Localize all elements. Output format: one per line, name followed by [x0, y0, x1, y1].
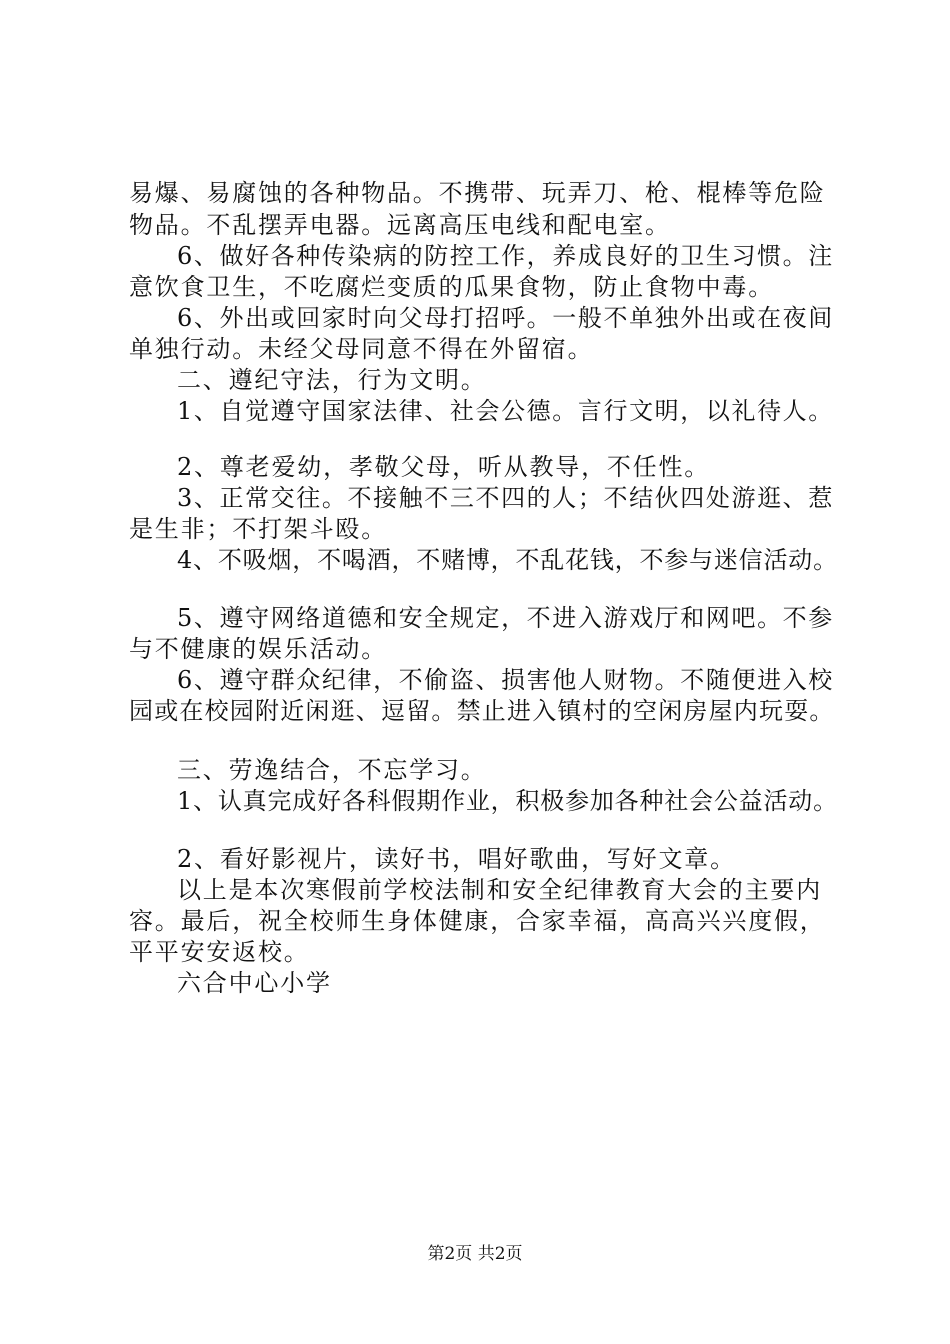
text-line: 易爆、易腐蚀的各种物品。不携带、玩弄刀、枪、棍棒等危险 — [129, 179, 826, 207]
page-number-footer: 第2页 共2页 — [427, 1244, 523, 1264]
text-line: 2、看好影视片，读好书，唱好歌曲，写好文章。 — [177, 845, 736, 873]
section-heading: 三、劳逸结合，不忘学习。 — [177, 756, 487, 784]
text-line: 5、遵守网络道德和安全规定，不进入游戏厅和网吧。不参 — [177, 604, 834, 632]
text-line: 物品。不乱摆弄电器。远离高压电线和配电室。 — [129, 211, 671, 239]
text-line: 1、认真完成好各科假期作业，积极参加各种社会公益活动。 — [177, 787, 838, 815]
text-line: 6、外出或回家时向父母打招呼。一般不单独外出或在夜间 — [177, 304, 834, 332]
section-heading: 二、遵纪守法，行为文明。 — [177, 366, 487, 394]
text-line: 以上是本次寒假前学校法制和安全纪律教育大会的主要内 — [177, 876, 822, 904]
text-line: 意饮食卫生，不吃腐烂变质的瓜果食物，防止食物中毒。 — [129, 273, 774, 301]
text-line: 1、自觉遵守国家法律、社会公德。言行文明，以礼待人。 — [177, 397, 834, 425]
text-line: 园或在校园附近闲逛、逗留。禁止进入镇村的空闲房屋内玩耍。 — [129, 697, 835, 725]
text-line: 3、正常交往。不接触不三不四的人；不结伙四处游逛、惹 — [177, 484, 834, 512]
signature-school-name: 六合中心小学 — [177, 969, 332, 997]
text-line: 单独行动。未经父母同意不得在外留宿。 — [129, 335, 594, 363]
text-line: 与不健康的娱乐活动。 — [129, 635, 387, 663]
text-line: 4、不吸烟，不喝酒，不赌博，不乱花钱，不参与迷信活动。 — [177, 546, 838, 574]
text-line: 容。最后，祝全校师生身体健康，合家幸福，高高兴兴度假， — [129, 907, 826, 935]
text-line: 2、尊老爱幼，孝敬父母，听从教导，不任性。 — [177, 453, 711, 481]
text-line: 平平安安返校。 — [129, 938, 310, 966]
text-line: 6、做好各种传染病的防控工作，养成良好的卫生习惯。注 — [177, 242, 834, 270]
text-line: 6、遵守群众纪律，不偷盗、损害他人财物。不随便进入校 — [177, 666, 834, 694]
text-line: 是生非；不打架斗殴。 — [129, 515, 387, 543]
